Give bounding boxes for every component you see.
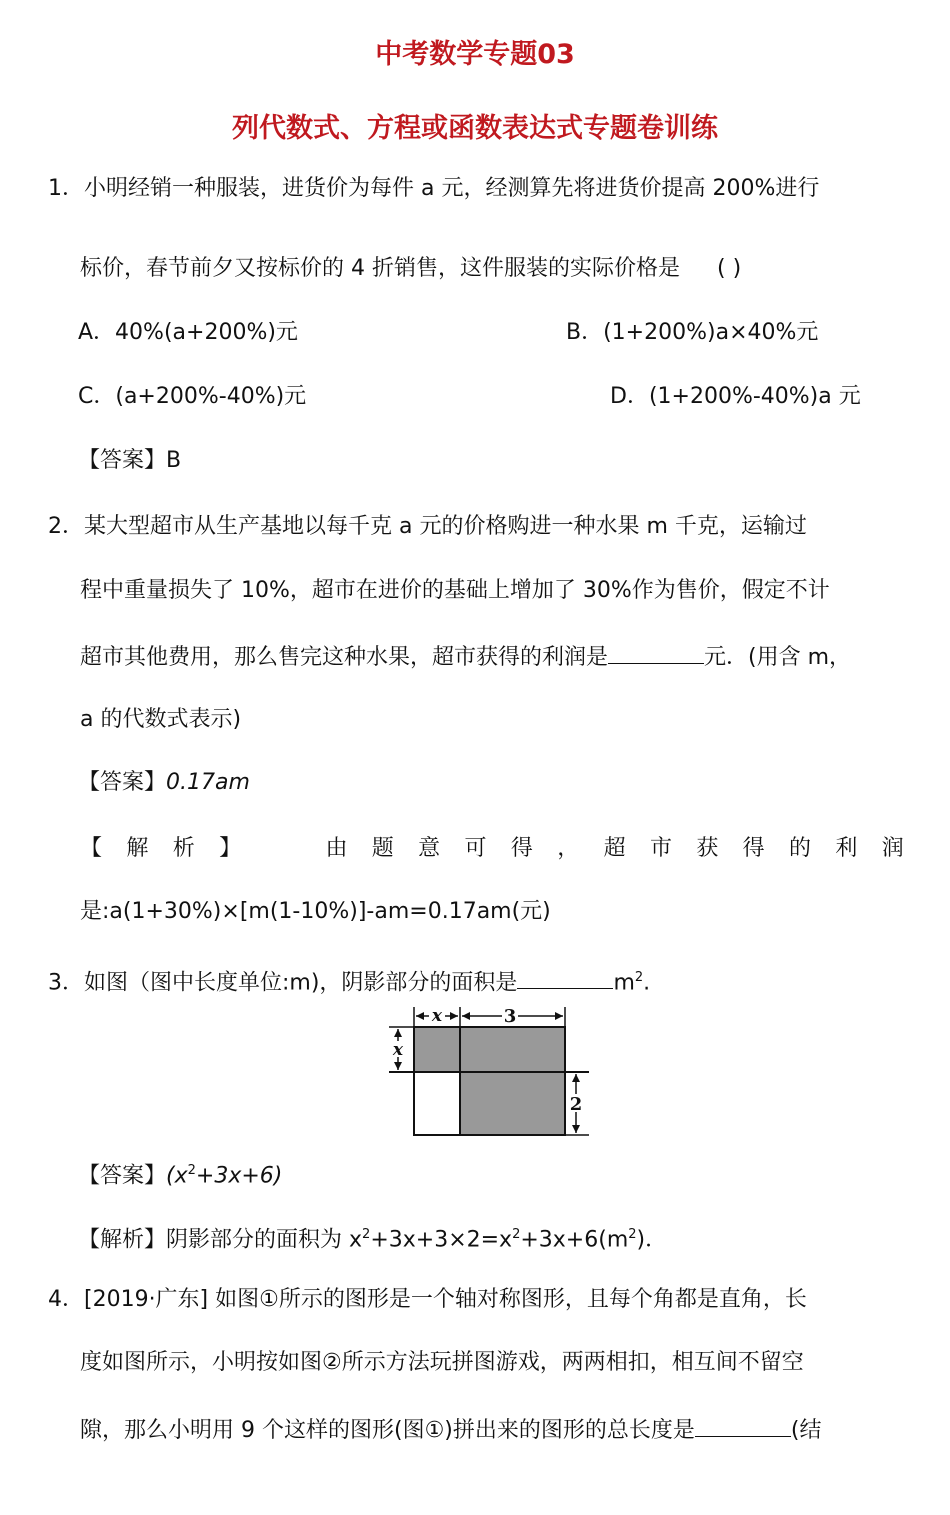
- shaded-square: [414, 1027, 460, 1072]
- dim-label-2: 2: [569, 1094, 583, 1115]
- q4-line2: 度如图所示，小明按如图②所示方法玩拼图游戏，两两相扣，相互间不留空: [80, 1350, 804, 1375]
- q2-analysis-char: 超: [603, 836, 626, 861]
- q2-answer-value: 0.17am: [166, 770, 250, 795]
- arrow-head: [572, 1074, 580, 1082]
- arrow-head: [416, 1012, 424, 1020]
- q3-answer-label: 【答案】: [78, 1163, 167, 1189]
- q2-answer-label: 【答案】: [78, 770, 167, 795]
- q2-analysis-char: 可: [464, 836, 487, 861]
- q4-line3-pre: 隙，那么小明用 9 个这样的图形(图①)拼出来的图形的总长度是: [80, 1418, 695, 1443]
- q3-analysis-exp3: 2: [628, 1227, 637, 1242]
- q2-analysis-char: 意: [418, 836, 441, 861]
- q3-analysis-exp2: 2: [512, 1227, 521, 1242]
- q3-answer-post: +3x+6): [195, 1163, 283, 1189]
- q2-analysis-line1: [80, 834, 904, 864]
- q3-answer: [78, 1156, 282, 1191]
- q2-analysis-char: 题: [371, 836, 394, 861]
- q1-answer: [78, 446, 181, 476]
- q2-analysis-char: 由: [325, 836, 348, 861]
- q4-line3-post: (结: [790, 1418, 822, 1443]
- shaded-bottom-rect: [460, 1072, 565, 1135]
- q2-line3-post: 元．(用含 m，: [704, 645, 852, 670]
- q2-analysis-char: 的: [789, 836, 812, 861]
- page-subtitle: 列代数式、方程或函数表达式专题卷训练: [232, 113, 718, 144]
- q1-answer-label: 【答案】: [78, 448, 167, 473]
- q1-line2-text: 标价，春节前夕又按标价的 4 折销售，这件服装的实际价格是: [80, 256, 680, 281]
- q3-unit: m: [613, 970, 635, 996]
- dim-label-x-left: x: [392, 1040, 404, 1060]
- q2-line2: 程中重量损失了 10%，超市在进价的基础上增加了 30%作为售价，假定不计: [80, 578, 830, 603]
- arrow-head: [555, 1012, 563, 1020]
- q2-analysis-char: 获: [696, 836, 719, 861]
- q3-analysis-pre: 阴影部分的面积为 x: [166, 1227, 363, 1253]
- q2-analysis-char: 市: [649, 836, 672, 861]
- q4-line3: [80, 1414, 821, 1446]
- q3-analysis: [78, 1220, 667, 1255]
- q3-line1: [48, 963, 650, 998]
- q2-analysis-char: 得: [510, 836, 533, 861]
- q1-answer-paren: ( ): [717, 256, 742, 281]
- q3-answer-exponent: 2: [187, 1163, 196, 1178]
- arrow-head: [462, 1012, 470, 1020]
- q2-answer-blank: [608, 641, 704, 664]
- q2-analysis-char: 【: [80, 836, 103, 861]
- q3-line1-end: .: [643, 970, 651, 996]
- q3-line1-pre: 3．如图（图中长度单位:m)，阴影部分的面积是: [48, 970, 518, 996]
- q2-analysis-char: 】: [219, 836, 242, 861]
- q1-line2: [80, 254, 741, 284]
- q1-option-b: B．(1+200%)a×40%元: [566, 320, 819, 345]
- q1-answer-value: B: [166, 448, 182, 473]
- q4-line1: 4．[2019·广东] 如图①所示的图形是一个轴对称图形，且每个角都是直角，长: [48, 1287, 807, 1312]
- q1-line1: 1．小明经销一种服装，进货价为每件 a 元，经测算先将进货价提高 200%进行: [48, 176, 820, 201]
- q1-option-c: C．(a+200%-40%)元: [78, 384, 307, 409]
- q2-analysis-char: 得: [742, 836, 765, 861]
- arrow-head: [450, 1012, 458, 1020]
- q2-analysis-char: 润: [881, 836, 904, 861]
- q3-analysis-mid2: +3x+6(m: [520, 1227, 629, 1253]
- arrow-head: [572, 1125, 580, 1133]
- page-title: 中考数学专题03: [375, 39, 575, 70]
- q2-analysis-line2: 是:a(1+30%)×[m(1-10%)]-am=0.17am(元): [80, 899, 551, 924]
- q2-analysis-char: 解: [126, 836, 149, 861]
- q2-line4: a 的代数式表示): [80, 707, 242, 732]
- arrow-head: [394, 1062, 402, 1070]
- q4-answer-blank: [695, 1414, 791, 1437]
- q3-answer-pre: (x: [166, 1163, 188, 1189]
- q1-option-a: A．40%(a+200%)元: [78, 320, 298, 345]
- q3-figure: [385, 1003, 595, 1138]
- q2-line3: [80, 641, 851, 673]
- q2-line3-pre: 超市其他费用，那么售完这种水果，超市获得的利润是: [80, 645, 609, 670]
- q3-analysis-label: 【解析】: [78, 1227, 167, 1253]
- q2-analysis-char: 利: [835, 836, 858, 861]
- q3-answer-blank: [517, 966, 613, 989]
- shaded-top-rect: [460, 1027, 565, 1072]
- q2-analysis-char: 析: [172, 836, 195, 861]
- q2-line1: 2．某大型超市从生产基地以每千克 a 元的价格购进一种水果 m 千克，运输过: [48, 514, 807, 539]
- q3-analysis-end: )．: [636, 1227, 668, 1253]
- dim-label-x-top: x: [431, 1006, 443, 1026]
- dim-label-3: 3: [503, 1006, 517, 1027]
- q1-option-d: D．(1+200%-40%)a 元: [610, 384, 861, 409]
- q2-analysis-char: ，: [557, 836, 580, 861]
- q3-unit-exponent: 2: [634, 970, 644, 985]
- q3-analysis-mid: +3x+3×2=x: [370, 1227, 513, 1253]
- arrow-head: [394, 1029, 402, 1037]
- q3-analysis-exp1: 2: [362, 1227, 371, 1242]
- q2-answer: [78, 768, 250, 798]
